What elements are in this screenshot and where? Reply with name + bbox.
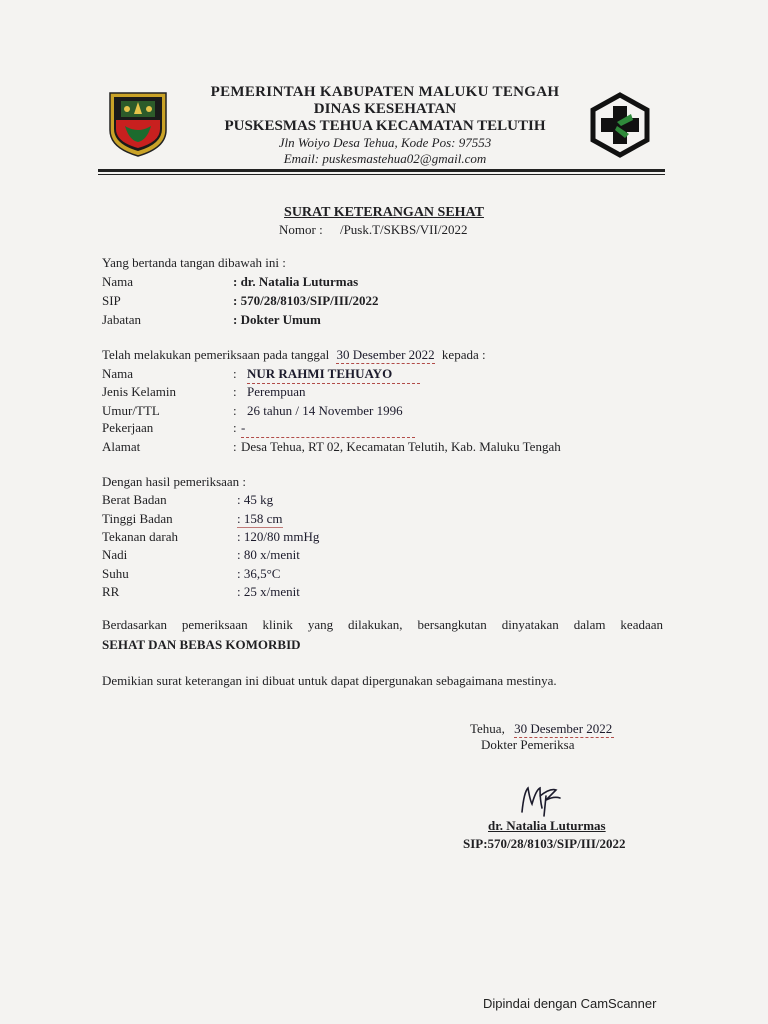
- weight-label: Berat Badan: [102, 492, 167, 507]
- signer-position-value: : Dokter Umum: [233, 312, 321, 327]
- results-intro: Dengan hasil pemeriksaan :: [102, 474, 247, 489]
- puskesmas-logo: [587, 92, 653, 158]
- signer-sip: SIP:570/28/8103/SIP/III/2022: [463, 836, 626, 851]
- letterhead-line-2: DINAS KESEHATAN: [313, 101, 457, 117]
- height-value: : 158 cm: [237, 511, 283, 526]
- regency-shield-logo: [107, 90, 169, 158]
- temperature-label: Suhu: [102, 566, 129, 581]
- conclusion-status: SEHAT DAN BEBAS KOMORBID: [102, 637, 301, 652]
- letterhead-address: Jln Woiyo Desa Tehua, Kode Pos: 97553: [278, 135, 492, 150]
- exam-intro-prefix: Telah melakukan pemeriksaan pada tanggal: [102, 347, 330, 362]
- patient-address-label: Alamat: [102, 439, 141, 454]
- nomor-value: /Pusk.T/SKBS/VII/2022: [339, 222, 468, 237]
- patient-occupation-colon: :: [233, 420, 237, 435]
- blood-pressure-label: Tekanan darah: [102, 529, 178, 544]
- signer-position-label: Jabatan: [102, 312, 141, 327]
- patient-gender-colon: :: [233, 384, 237, 399]
- exam-date: 30 Desember 2022: [336, 347, 435, 362]
- letterhead-line-3: PUSKESMAS TEHUA KECAMATAN TELUTIH: [224, 118, 546, 134]
- temperature-value: : 36,5°C: [237, 566, 281, 581]
- respiration-value: : 25 x/menit: [237, 584, 300, 599]
- exam-intro: [102, 347, 486, 363]
- patient-occupation-value: -: [241, 420, 415, 438]
- patient-name-colon: :: [233, 366, 237, 381]
- signature-date: 30 Desember 2022: [514, 721, 613, 736]
- letterhead-line-1: PEMERINTAH KABUPATEN MALUKU TENGAH: [210, 84, 560, 100]
- signer-sip-label: SIP: [102, 293, 121, 308]
- letterhead-rule-thick: [98, 169, 665, 172]
- letterhead-email: Email: puskesmastehua02@gmail.com: [283, 151, 487, 166]
- blood-pressure-value: : 120/80 mmHg: [237, 529, 320, 544]
- letterhead: [190, 84, 580, 167]
- patient-name-value: NUR RAHMI TEHUAYO: [247, 366, 420, 384]
- signature-place: Tehua,: [470, 721, 505, 736]
- patient-name-label: Nama: [102, 366, 134, 381]
- patient-age-dob-value: 26 tahun / 14 November 1996: [247, 403, 403, 418]
- scanner-watermark: Dipindai dengan CamScanner: [483, 996, 657, 1011]
- height-label: Tinggi Badan: [102, 511, 173, 526]
- conclusion-statement: Berdasarkan pemeriksaan klinik yang dilakukan, bersangkutan dinyatakan dalam keadaan: [102, 617, 663, 632]
- closing-statement: Demikian surat keterangan ini dibuat untuk dapat dipergunakan sebagaimana mestinya.: [102, 673, 557, 688]
- signature-role: Dokter Pemeriksa: [481, 737, 575, 752]
- pulse-label: Nadi: [102, 547, 128, 562]
- patient-gender-label: Jenis Kelamin: [102, 384, 177, 399]
- patient-age-dob-label: Umur/TTL: [102, 403, 160, 418]
- signer-name-label: Nama: [102, 274, 134, 289]
- signer-sip-value: : 570/28/8103/SIP/III/2022: [233, 293, 379, 308]
- patient-gender-value: Perempuan: [247, 384, 306, 399]
- patient-address-value: Desa Tehua, RT 02, Kecamatan Telutih, Kab. Maluku Tengah: [241, 439, 561, 454]
- pulse-value: : 80 x/menit: [237, 547, 300, 562]
- signer-name: dr. Natalia Luturmas: [488, 818, 606, 833]
- patient-age-dob-colon: :: [233, 403, 237, 418]
- nomor-label: Nomor :: [279, 222, 323, 237]
- document-number: [279, 222, 467, 238]
- exam-intro-suffix: kepada :: [441, 347, 486, 362]
- signer-name-value: : dr. Natalia Luturmas: [233, 274, 359, 289]
- document-title: SURAT KETERANGAN SEHAT: [284, 205, 484, 220]
- patient-occupation-label: Pekerjaan: [102, 420, 154, 435]
- patient-address-colon: :: [233, 439, 237, 454]
- letterhead-rule-thin: [98, 174, 665, 175]
- weight-value: : 45 kg: [237, 492, 274, 507]
- signature-place-date: [470, 721, 614, 737]
- respiration-label: RR: [102, 584, 120, 599]
- handwritten-signature: [516, 782, 568, 818]
- signer-intro: Yang bertanda tangan dibawah ini :: [102, 255, 286, 270]
